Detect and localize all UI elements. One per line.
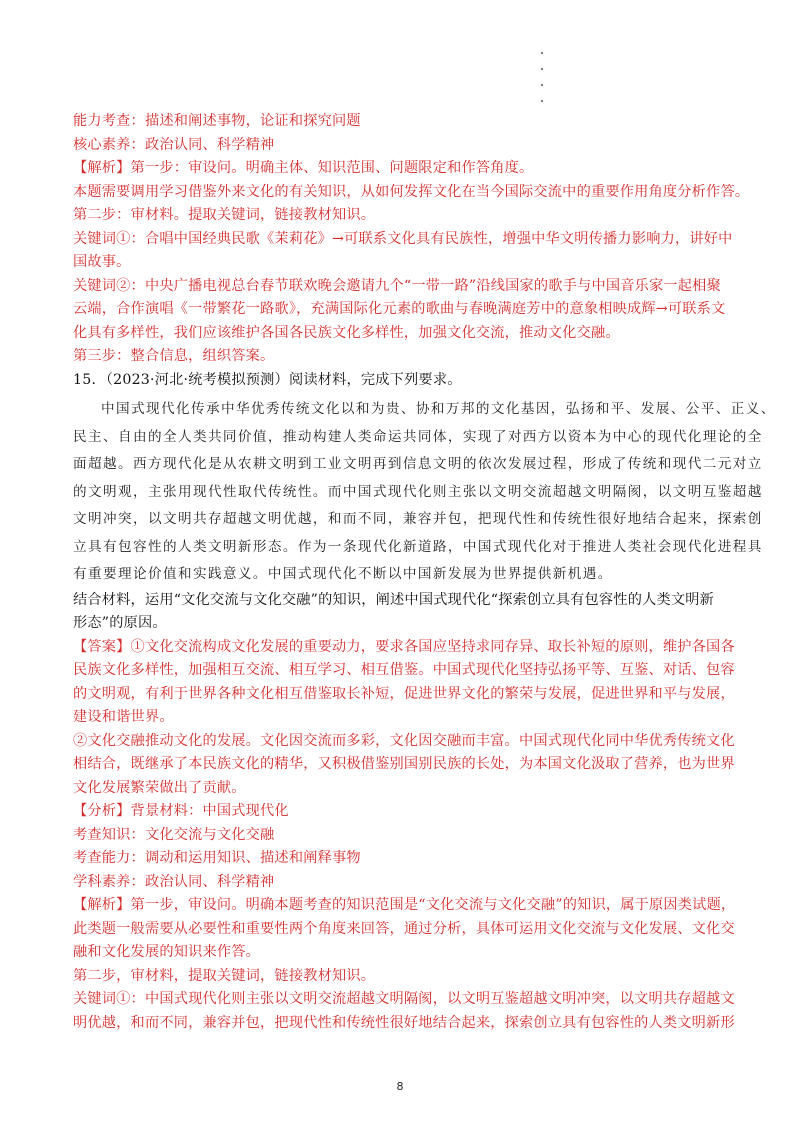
text-line: 关键词②：中央广播电视总台春节联欢晚会邀请九个“一带一路”沿线国家的歌手与中国音乐家一起相聚 [73,277,721,294]
text-line: 学科素养：政治认同、科学精神 [73,873,275,890]
text-line: 建设和谐世界。 [73,709,174,725]
text-line: ②文化交融推动文化的发展。文化因交流而多彩，文化因交融而丰富。中国式现代化同中华优秀传统文化 [73,732,735,749]
material-line: 文明冲突，以文明共存超越文明优越，和而不同，兼容并包，把现代性和传统性很好地结合起来，探索创 [73,511,763,527]
text-line: 第二步：审材料。提取关键词，链接教材知识。 [73,207,376,223]
page-number: 8 [396,1080,404,1093]
text-line: 15．（2023·河北·统考模拟预测）阅读材料，完成下列要求。 [73,371,462,388]
text-line: 本题需要调用学习借鉴外来文化的有关知识，从如何发挥文化在当今国际交流中的重要作用角度分析作答。 [73,183,750,200]
text-line: 化具有多样性，我们应该维护各国各民族文化多样性，加强文化交流，推动文化交融。 [73,324,620,341]
document-body [73,110,776,1035]
reading-material [73,396,776,589]
material-line: 民主、自由的全人类共同价值，推动构建人类命运共同体，实现了对西方以资本为中心的现代化理论的全 [73,428,763,445]
text-line: 第二步，审材料，提取关键词，链接教材知识。 [73,967,376,984]
text-line: 【解析】第一步：审设问。明确主体、知识范围、问题限定和作答角度。 [73,160,534,176]
dot [541,100,543,102]
text-line: 明优越，和而不同，兼容并包，把现代性和传统性很好地结合起来，探索创立具有包容性的人类文明新形 [73,1014,735,1031]
text-line: 形态”的原因。 [73,615,167,631]
text-line: 【答案】①文化交流构成文化发展的重要动力，要求各国应坚持求同存异、取长补短的原则，维护各国各 [73,638,735,655]
text-line: 的文明观，有利于世界各种文化相互借鉴取长补短，促进世界文化的繁荣与发展，促进世界和平与发展， [73,685,735,702]
text-line: 【分析】背景材料：中国式现代化 [73,803,289,819]
dot [541,84,543,86]
text-line: 关键词①：合唱中国经典民歌《茉莉花》→可联系文化具有民族性，增强中华文明传播力影响力，讲好中 [73,230,733,247]
text-line: 考查能力：调动和运用知识、描述和阐释事物 [73,850,361,866]
text-line: 此类题一般需要从必要性和重要性两个角度来回答，通过分析，具体可运用文化交流与文化发展、文化交 [73,920,735,937]
text-line: 融和文化发展的知识来作答。 [73,944,261,960]
text-line: 云端，合作演唱《一带繁花一路歌》，充满国际化元素的歌曲与春晚满庭芳中的意象相映成辉→可联系文 [73,301,726,317]
text-line: 能力考查：描述和阐述事物，论证和探究问题 [73,113,361,129]
header-dots [541,52,547,116]
text-line: 核心素养：政治认同、科学精神 [73,136,275,153]
dot [541,52,543,54]
text-line: 结合材料，运用“文化交流与文化交融”的知识，阐述中国式现代化“探索创立具有包容性的人类文明新 [73,591,715,608]
material-line: 面超越。西方现代化是从农耕文明到工业文明再到信息文明的依次发展过程，形成了传统和现代二元对立 [73,456,763,472]
material-line: 立具有包容性的人类文明新形态。作为一条现代化新道路，中国式现代化对于推进人类社会现代化进程具 [73,538,763,555]
material-line: 中国式现代化传承中华优秀传统文化以和为贵、协和万邦的文化基因，弘扬和平、发展、公平、正义、 [101,401,776,417]
text-line: 国故事。 [73,254,131,270]
text-line: 民族文化多样性，加强相互交流、相互学习、相互借鉴。中国式现代化坚持弘扬平等、互鉴、对话、包容 [73,662,735,678]
text-line: 相结合，既继承了本民族文化的精华，又积极借鉴别国别民族的长处，为本国文化汲取了营养，也为世界 [73,756,735,772]
text-line: 关键词①：中国式现代化则主张以文明交流超越文明隔阂，以文明互鉴超越文明冲突，以文明共存超越文 [73,991,735,1007]
analysis-block-14 [73,110,750,392]
text-line: 考查知识：文化交流与文化交融 [73,826,275,843]
text-line: 第三步：整合信息，组织答案。 [73,348,275,364]
text-line: 文化发展繁荣做出了贡献。 [73,779,246,796]
text-line: 【解析】第一步，审设问。明确本题考查的知识范围是“文化交流与文化交融”的知识，属于原因类试题， [73,897,736,913]
dot [541,68,543,70]
material-line: 的文明观，主张用现代性取代传统性。而中国式现代化则主张以文明交流超越文明隔阂，以文明互鉴超越 [73,483,763,500]
material-line: 有重要理论价值和实践意义。中国式现代化不断以中国新发展为世界提供新机遇。 [73,566,613,582]
question-answer-block-15 [73,589,736,1036]
